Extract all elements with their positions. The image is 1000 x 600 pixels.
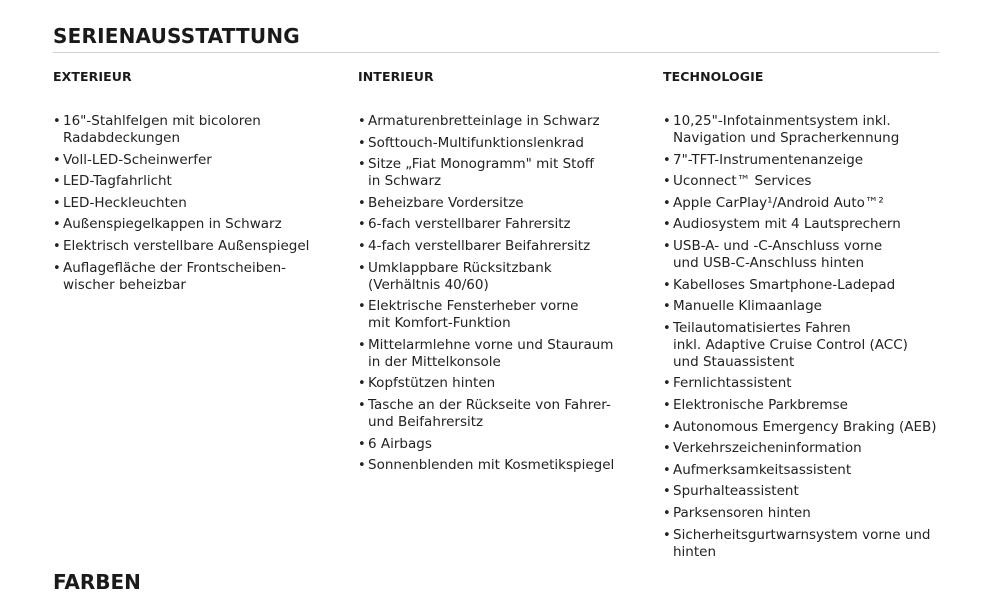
bullet-marker: • [663,320,671,336]
feature-item-text: Parksensoren hinten [673,504,811,521]
column-heading-interieur: INTERIEUR [358,69,434,84]
feature-item-text: USB-A- und -C-Anschluss vorne und USB-C-Anschluss hinten [673,237,883,271]
column-heading-exterieur: EXTERIEUR [53,69,132,84]
feature-item-text: Audiosystem mit 4 Lautsprechern [673,216,901,233]
bullet-marker: • [663,217,671,233]
bullet-marker: • [358,337,366,353]
feature-item-text: Sitze „Fiat Monogramm" mit Stoff in Schwarz [368,156,595,190]
bullet-marker: • [53,260,61,276]
bullet-marker: • [53,114,61,129]
feature-item [358,216,648,233]
feature-item-text: Apple CarPlay¹/Android Auto™² [673,194,884,211]
next-section-title: FARBEN [53,570,141,594]
feature-item [53,260,343,294]
feature-item-text: 10,25"-Infotainmentsystem inkl. Navigation und Spracherkennung [673,113,900,146]
feature-item [53,152,343,169]
feature-item-text: Sicherheitsgurtwarnsystem vorne und hinten [673,526,931,560]
bullet-marker: • [53,152,61,168]
feature-item [663,462,948,479]
feature-item [358,113,648,130]
feature-item [358,298,648,332]
feature-item-text: Fernlichtassistent [673,375,792,392]
feature-item [663,298,948,315]
feature-item-text: Elektrische Fensterheber vorne mit Komfort-Funktion [368,298,579,332]
bullet-marker: • [358,436,366,452]
bullet-marker: • [663,174,671,190]
feature-item [663,375,948,392]
feature-item [663,505,948,522]
feature-item-text: Spurhalteassistent [673,483,799,500]
feature-item [53,195,343,212]
feature-item-text: LED-Tagfahrlicht [63,173,172,190]
feature-item-text: 4-fach verstellbarer Beifahrersitz [368,237,591,254]
feature-item-text: Aufmerksamkeitsassistent [673,461,852,478]
feature-item [53,216,343,233]
feature-item-text: 6-fach verstellbarer Fahrersitz [368,216,571,233]
feature-item [358,457,648,474]
feature-item-text: Beheizbare Vordersitze [368,194,524,211]
feature-item-text: Kabelloses Smartphone-Ladepad [673,276,896,293]
bullet-marker: • [358,376,366,392]
bullet-marker: • [663,441,671,457]
section-title: SERIENAUSSTATTUNG [53,24,300,48]
feature-item-text: Teilautomatisiertes Fahren inkl. Adaptive Cruise Control (ACC) und Stauassistent [673,319,908,370]
feature-item [663,440,948,457]
feature-item-text: Sonnenblenden mit Kosmetikspiegel [368,457,615,474]
bullet-marker: • [358,458,366,474]
feature-item-text: Elektrisch verstellbare Außenspiegel [63,237,310,254]
column-interieur [358,69,648,479]
bullet-marker: • [663,114,671,129]
feature-item [663,419,948,436]
feature-item [358,135,648,152]
feature-item [53,113,343,147]
bullet-marker: • [663,277,671,293]
bullet-marker: • [663,195,671,211]
bullet-marker: • [663,152,671,168]
bullet-marker: • [663,238,671,254]
feature-item [663,320,948,371]
feature-item-text: Tasche an der Rückseite von Fahrer- und Beifahrersitz [368,396,611,430]
bullet-marker: • [663,462,671,478]
bullet-marker: • [53,238,61,254]
feature-item [358,238,648,255]
bullet-marker: • [358,397,366,413]
feature-item [663,195,948,212]
feature-item [358,260,648,294]
feature-item-text: Mittelarmlehne vorne und Stauraum in der Mittelkonsole [368,336,614,370]
bullet-marker: • [358,299,366,315]
feature-item-text: Auflagefläche der Frontscheiben- wischer beheizbar [63,259,287,293]
feature-item [663,173,948,190]
feature-item-text: Armaturenbretteinlage in Schwarz [368,113,600,129]
feature-item-text: 7"-TFT-Instrumentenanzeige [673,151,864,168]
feature-item [663,277,948,294]
bullet-marker: • [53,217,61,233]
feature-item [663,397,948,414]
feature-item-text: Elektronische Parkbremse [673,396,848,413]
spec-page [53,0,939,600]
bullet-marker: • [663,419,671,435]
feature-item-text: LED-Heckleuchten [63,194,187,211]
feature-list-exterieur [53,113,343,294]
feature-list-technologie [663,113,948,561]
feature-item [358,436,648,453]
bullet-marker: • [663,397,671,413]
feature-list-interieur [358,113,648,474]
feature-item-text: Autonomous Emergency Braking (AEB) [673,418,937,435]
feature-item-text: Voll-LED-Scheinwerfer [63,151,212,168]
feature-item [663,483,948,500]
bullet-marker: • [663,527,671,543]
feature-item [53,238,343,255]
feature-item-text: Uconnect™ Services [673,173,812,190]
feature-item [53,173,343,190]
feature-item-text: Außenspiegelkappen in Schwarz [63,216,282,233]
bullet-marker: • [663,484,671,500]
feature-item-text: 6 Airbags [368,435,432,452]
column-technologie [663,69,948,565]
feature-item [663,152,948,169]
bullet-marker: • [358,217,366,233]
feature-item-text: Umklappbare Rücksitzbank (Verhältnis 40/60) [368,259,552,293]
feature-item [358,397,648,431]
column-heading-technologie: TECHNOLOGIE [663,69,764,84]
feature-item-text: Kopfstützen hinten [368,375,496,392]
feature-item [358,337,648,371]
feature-item-text: Manuelle Klimaanlage [673,298,822,315]
bullet-marker: • [358,114,366,129]
bullet-marker: • [358,135,366,151]
feature-item [358,195,648,212]
feature-item [663,527,948,561]
title-divider [53,52,939,53]
feature-item [663,113,948,147]
feature-item [358,156,648,190]
column-exterieur [53,69,343,298]
feature-item-text: Verkehrszeicheninformation [673,440,862,457]
bullet-marker: • [358,157,366,173]
feature-item [663,216,948,233]
bullet-marker: • [663,376,671,392]
bullet-marker: • [53,174,61,190]
feature-item [358,375,648,392]
bullet-marker: • [358,238,366,254]
bullet-marker: • [663,299,671,315]
feature-item-text: Softtouch-Multifunktionslenkrad [368,134,584,151]
feature-item-text: 16"-Stahlfelgen mit bicoloren Radabdeckungen [63,113,261,146]
bullet-marker: • [663,505,671,521]
bullet-marker: • [53,195,61,211]
bullet-marker: • [358,195,366,211]
bullet-marker: • [358,260,366,276]
feature-item [663,238,948,272]
